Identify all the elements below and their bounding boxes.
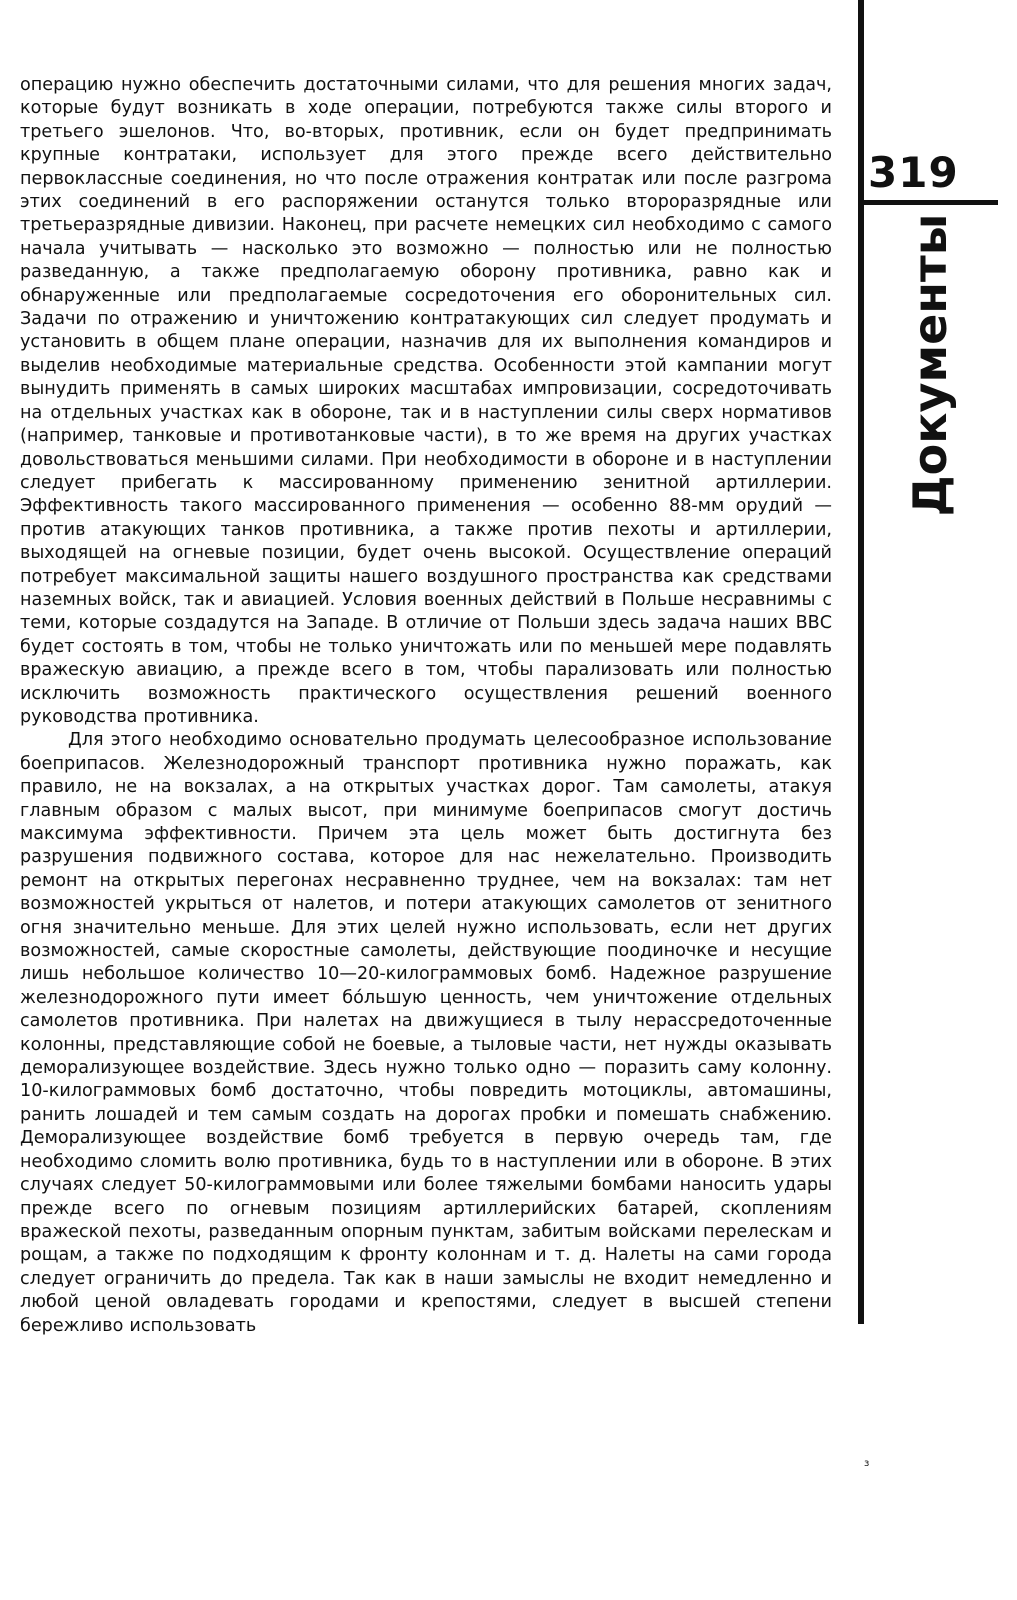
paragraph: операцию нужно обеспечить достаточными силами, что для решения многих задач, которые будут возникать в ходе операции, потребуются также силы второго и третьего эшелонов. Что, во-вторых, противник, если он будет предпринимать крупные контратаки, использует для этого прежде всего действительно первоклассные соединения, но что после отражения контратак или после разгрома этих соединений в его распоряжении останутся только второразрядные или третьеразрядные дивизии. Наконец, при расчете немецких сил необходимо с самого начала учитывать — насколько это возможно — полностью или не полностью разведанную, а также предполагаемую оборону противника, равно как и обнаруженные или предполагаемые сосредоточения его оборонительных сил. Задачи по отражению и уничтожению контратакующих сил следует продумать и установить в общем плане операции, назначив для их выполнения командиров и выделив необходимые материальные средства. Особенности этой кампании могут вынудить применять в самых широких масштабах импровизации, сосредоточивать на отдельных участках как в обороне, так и в наступлении силы сверх нормативов (например, танковые и противотанковые части), в то же время на других участках довольствоваться меньшими силами. При необходимости в обороне и в наступлении следует прибегать к массированному применению зенитной артиллерии. Эффективность такого массированного применения — особенно 88-мм орудий — против атакующих танков противника, а также против пехоты и артиллерии, выходящей на огневые позиции, будет очень высокой. Осуществление операций потребует максимальной защиты нашего воздушного пространства как средствами наземных войск, так и авиацией. Условия военных действий в Польше несравнимы с теми, которые создадутся на Западе. В отличие от Польши здесь задача наших ВВС будет состоять в том, чтобы не только уничтожать или по меньшей мере подавлять вражескую авиацию, а прежде всего в том, чтобы парализовать или полностью исключить возможность практического осуществления решений военного руководства противника. — [20, 75, 832, 727]
body-text — [20, 74, 832, 1338]
page-number: 319 — [868, 148, 959, 197]
paragraph: Для этого необходимо основательно продумать целесообразное использование боеприпасов. Железнодорожный транспорт противника нужно поражать, как правило, не на вокзалах, а на открытых участках дорог. Там самолеты, атакуя главным образом с малых высот, при минимуме боеприпасов смогут достичь максимума эффективности. Причем эта цель может быть достигнута без разрушения подвижного состава, которое для нас нежелательно. Производить ремонт на открытых перегонах несравненно труднее, чем на вокзалах: там нет возможностей укрыться от налетов, и потери атакующих самолетов от зенитного огня значительно меньше. Для этих целей нужно использовать, если нет других возможностей, самые скоростные самолеты, действующие поодиночке и несущие лишь небольшое количество 10—20-килограммовых бомб. Надежное разрушение железнодорожного пути имеет бо́льшую ценность, чем уничтожение отдельных самолетов противника. При налетах на движущиеся в тылу нерассредоточенные колонны, представляющие собой не боевые, а тыловые части, нет нужды оказывать деморализующее воздействие. Здесь нужно только одно — поразить саму колонну. 10-килограммовых бомб достаточно, чтобы повредить мотоциклы, автомашины, ранить лошадей и тем самым создать на дорогах пробки и помешать снабжению. Деморализующее воздействие бомб требуется в первую очередь там, где необходимо сломить волю противника, будь то в наступлении или в обороне. В этих случаях следует 50-килограммовыми или более тяжелыми бомбами наносить удары прежде всего по огневым позициям артиллерийских батарей, скоплениям вражеской пехоты, разведанным опорным пунктам, забитым войсками перелескам и рощам, а также по подходящим к фронту колоннам и т. д. Налеты на сами города следует ограничить до предела. Так как в наши замыслы не входит немедленно и любой ценой овладевать городами и крепостями, следует в высшей степени бережливо использовать — [20, 730, 832, 1336]
margin-mark: з — [864, 1458, 870, 1469]
margin-vertical-rule — [858, 0, 864, 1324]
page-number-rule — [858, 200, 998, 205]
section-label: Документы — [903, 213, 957, 517]
